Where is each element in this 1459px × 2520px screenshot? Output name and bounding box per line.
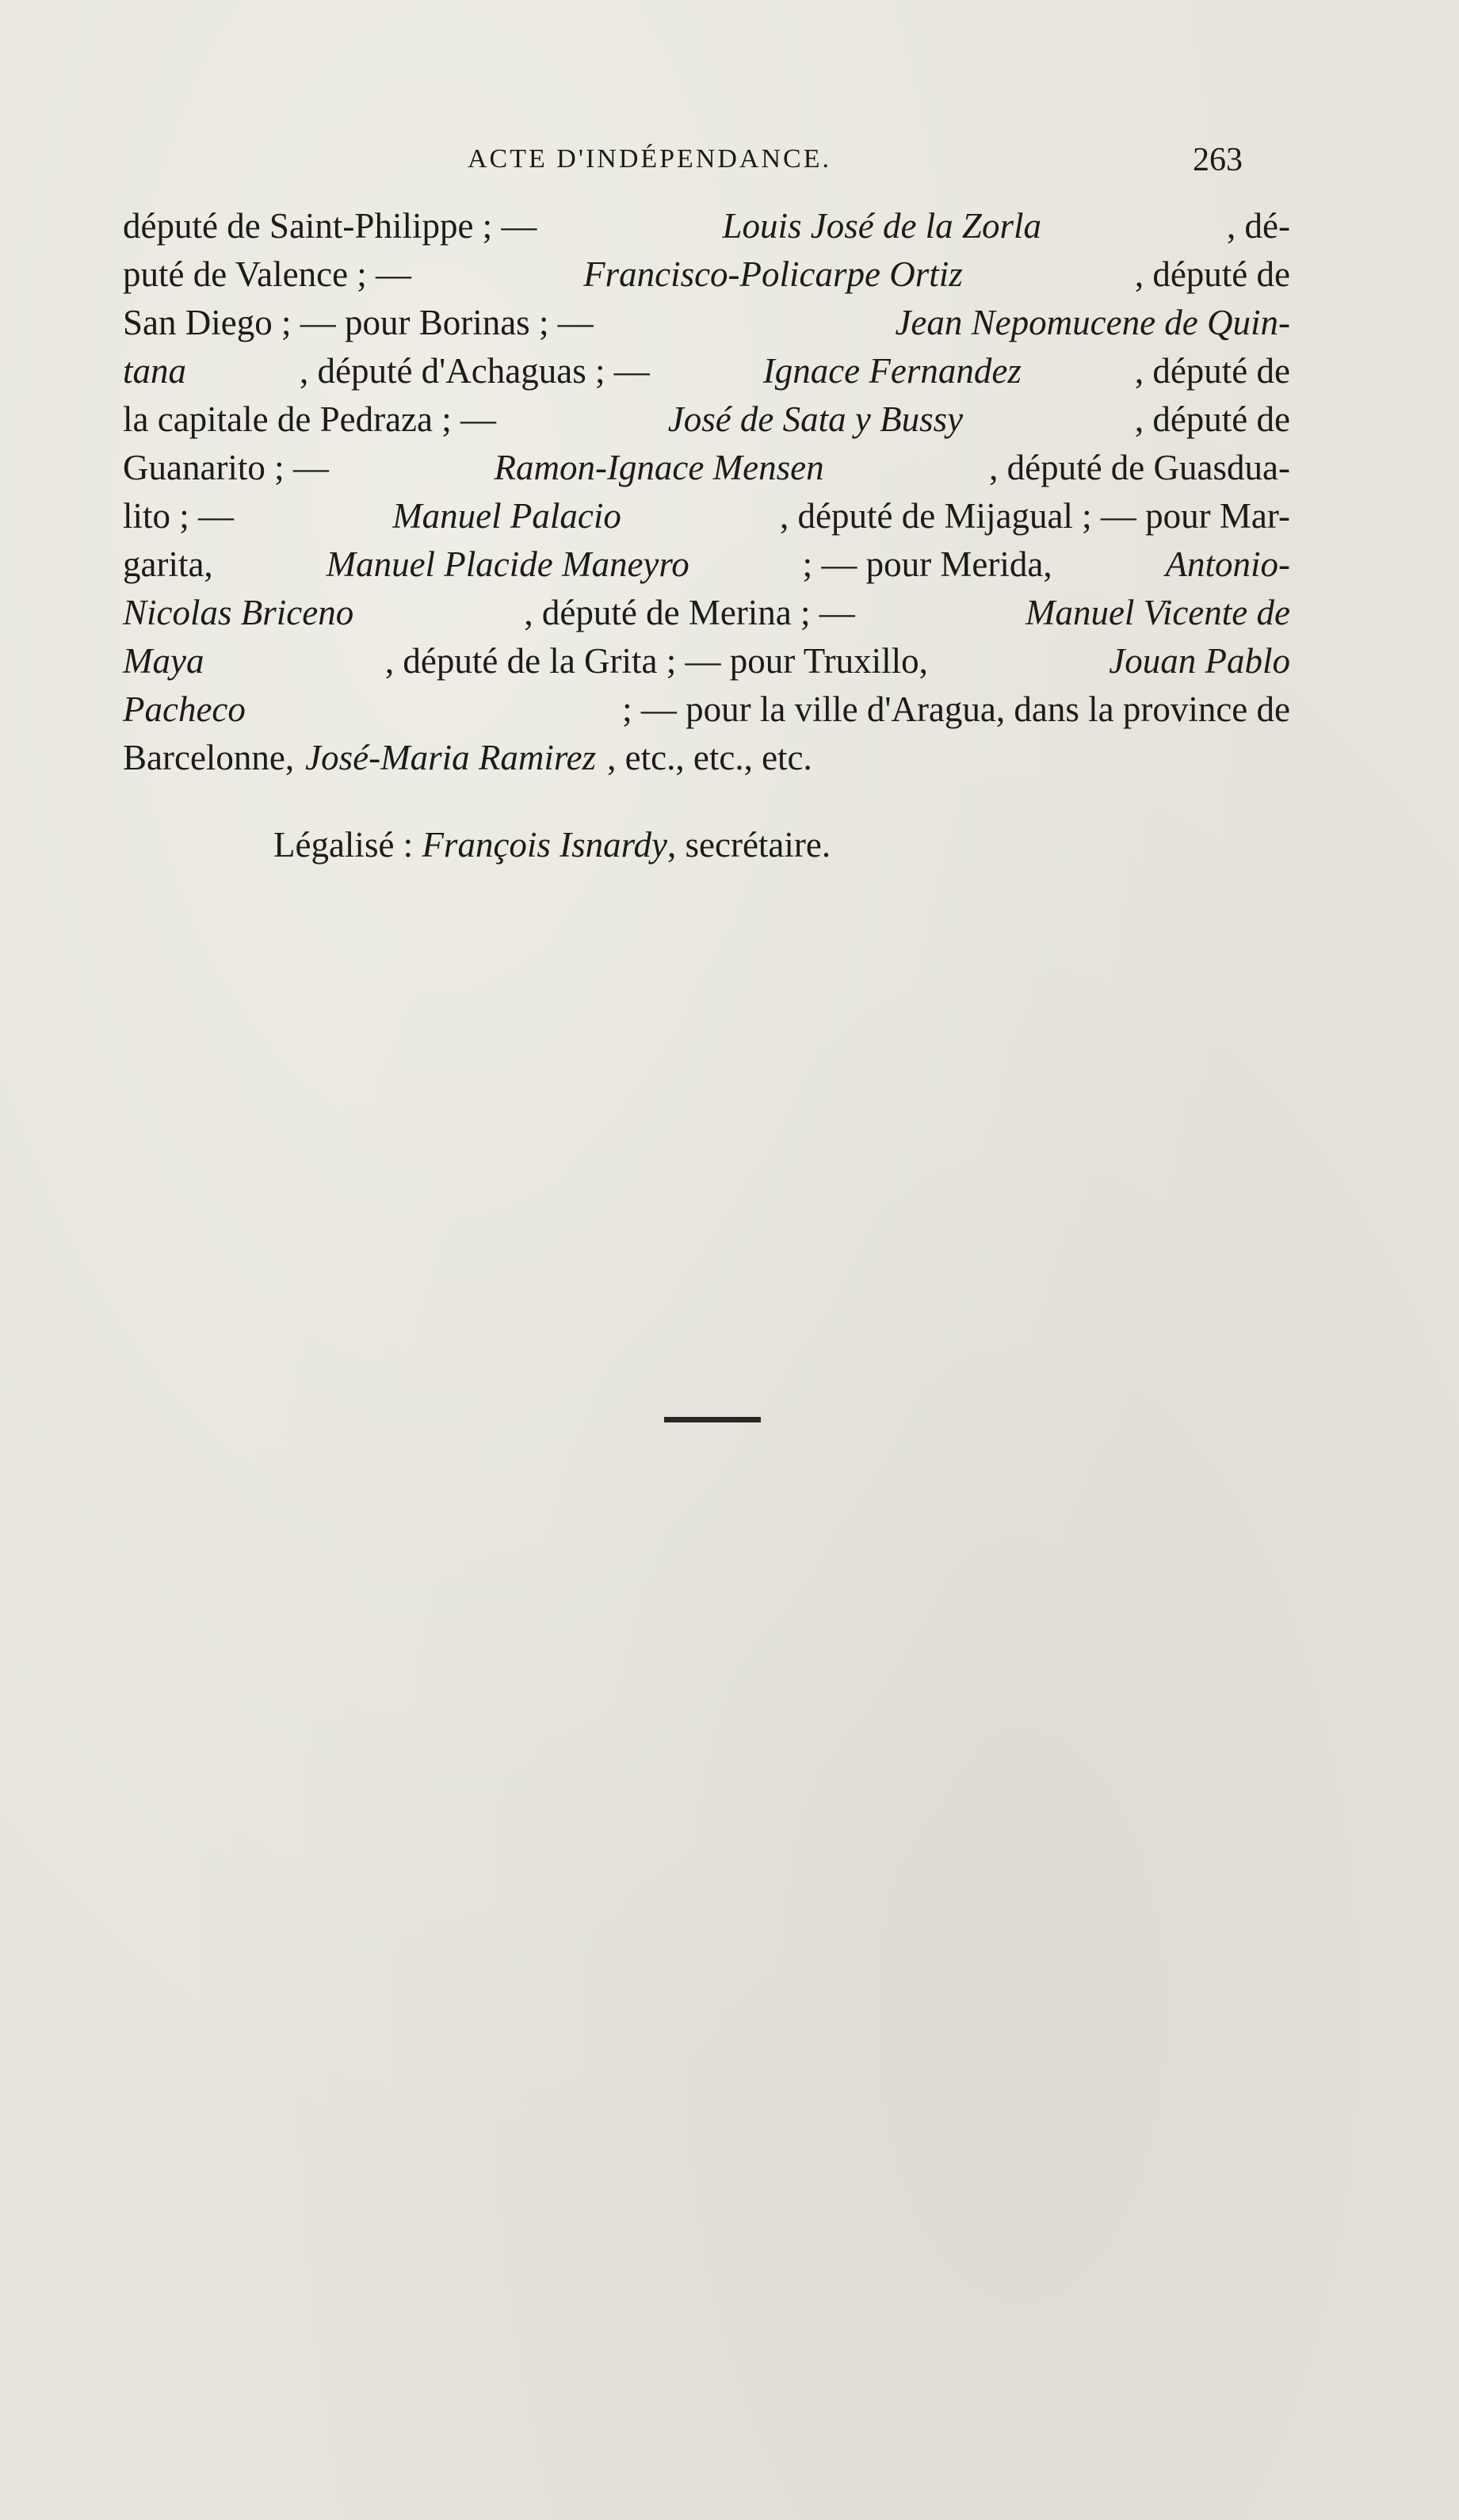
text-line: [123, 299, 1290, 347]
text-segment: député de Saint-Philippe ; —: [123, 206, 537, 246]
secretary-name: François Isnardy: [422, 825, 667, 865]
name-segment: José-Maria Ramirez: [305, 738, 597, 777]
text-segment: la capitale de Pedraza ; —: [123, 399, 497, 439]
name-segment: tana: [123, 351, 187, 391]
legalization-label: Légalisé :: [273, 825, 414, 865]
text-line: [123, 589, 1290, 637]
text-line: [123, 347, 1290, 395]
page-number: 263: [1193, 142, 1243, 178]
name-segment: Louis José de la Zorla: [722, 206, 1041, 246]
name-segment: Nicolas Briceno: [123, 593, 354, 632]
text-segment: , dé-: [1227, 206, 1290, 246]
name-segment: Ramon-Ignace Mensen: [494, 448, 824, 487]
name-segment: Jouan Pablo: [1109, 641, 1290, 681]
text-segment: Guanarito ; —: [123, 448, 329, 487]
text-segment: , député de Merina ; —: [524, 593, 855, 632]
text-segment: garita,: [123, 544, 213, 584]
text-line: [123, 637, 1290, 685]
name-segment: Jean Nepomucene de Quin-: [895, 303, 1290, 342]
text-segment: , député de Guasdua-: [989, 448, 1290, 487]
text-segment: , député de: [1134, 399, 1290, 439]
text-line: [123, 444, 1290, 492]
text-segment: , député d'Achaguas ; —: [299, 351, 650, 391]
text-line: [123, 202, 1290, 250]
name-segment: Manuel Vicente de: [1025, 593, 1290, 632]
text-segment: Barcelonne,: [123, 738, 295, 777]
text-line: [123, 734, 1290, 782]
section-rule: [664, 1417, 761, 1422]
text-segment: ; — pour Merida,: [802, 544, 1052, 584]
text-line: [123, 395, 1290, 444]
secretary-title: , secrétaire.: [667, 825, 831, 865]
name-segment: Antonio-: [1165, 544, 1290, 584]
text-segment: , député de Mijagual ; — pour Mar-: [780, 496, 1290, 536]
text-segment: San Diego ; — pour Borinas ; —: [123, 303, 594, 342]
text-segment: puté de Valence ; —: [123, 254, 412, 294]
name-segment: Francisco-Policarpe Ortiz: [583, 254, 963, 294]
text-line: [123, 492, 1290, 540]
name-segment: José de Sata y Bussy: [667, 399, 964, 439]
name-segment: Ignace Fernandez: [762, 351, 1022, 391]
text-line: [123, 540, 1290, 589]
text-segment: , député de la Grita ; — pour Truxillo,: [384, 641, 928, 681]
name-segment: Manuel Placide Maneyro: [326, 544, 689, 584]
name-segment: Manuel Palacio: [392, 496, 621, 536]
name-segment: Maya: [123, 641, 204, 681]
legalization-signature: [273, 824, 831, 865]
text-line: [123, 250, 1290, 299]
name-segment: Pacheco: [123, 689, 246, 729]
body-text: [123, 202, 1290, 782]
text-segment: , député de: [1134, 351, 1290, 391]
text-segment: , etc., etc., etc.: [607, 738, 812, 777]
text-line: [123, 685, 1290, 734]
text-segment: ; — pour la ville d'Aragua, dans la province de: [622, 689, 1290, 729]
text-segment: , député de: [1134, 254, 1290, 294]
running-head: ACTE D'INDÉPENDANCE.: [468, 144, 831, 174]
text-segment: lito ; —: [123, 496, 235, 536]
